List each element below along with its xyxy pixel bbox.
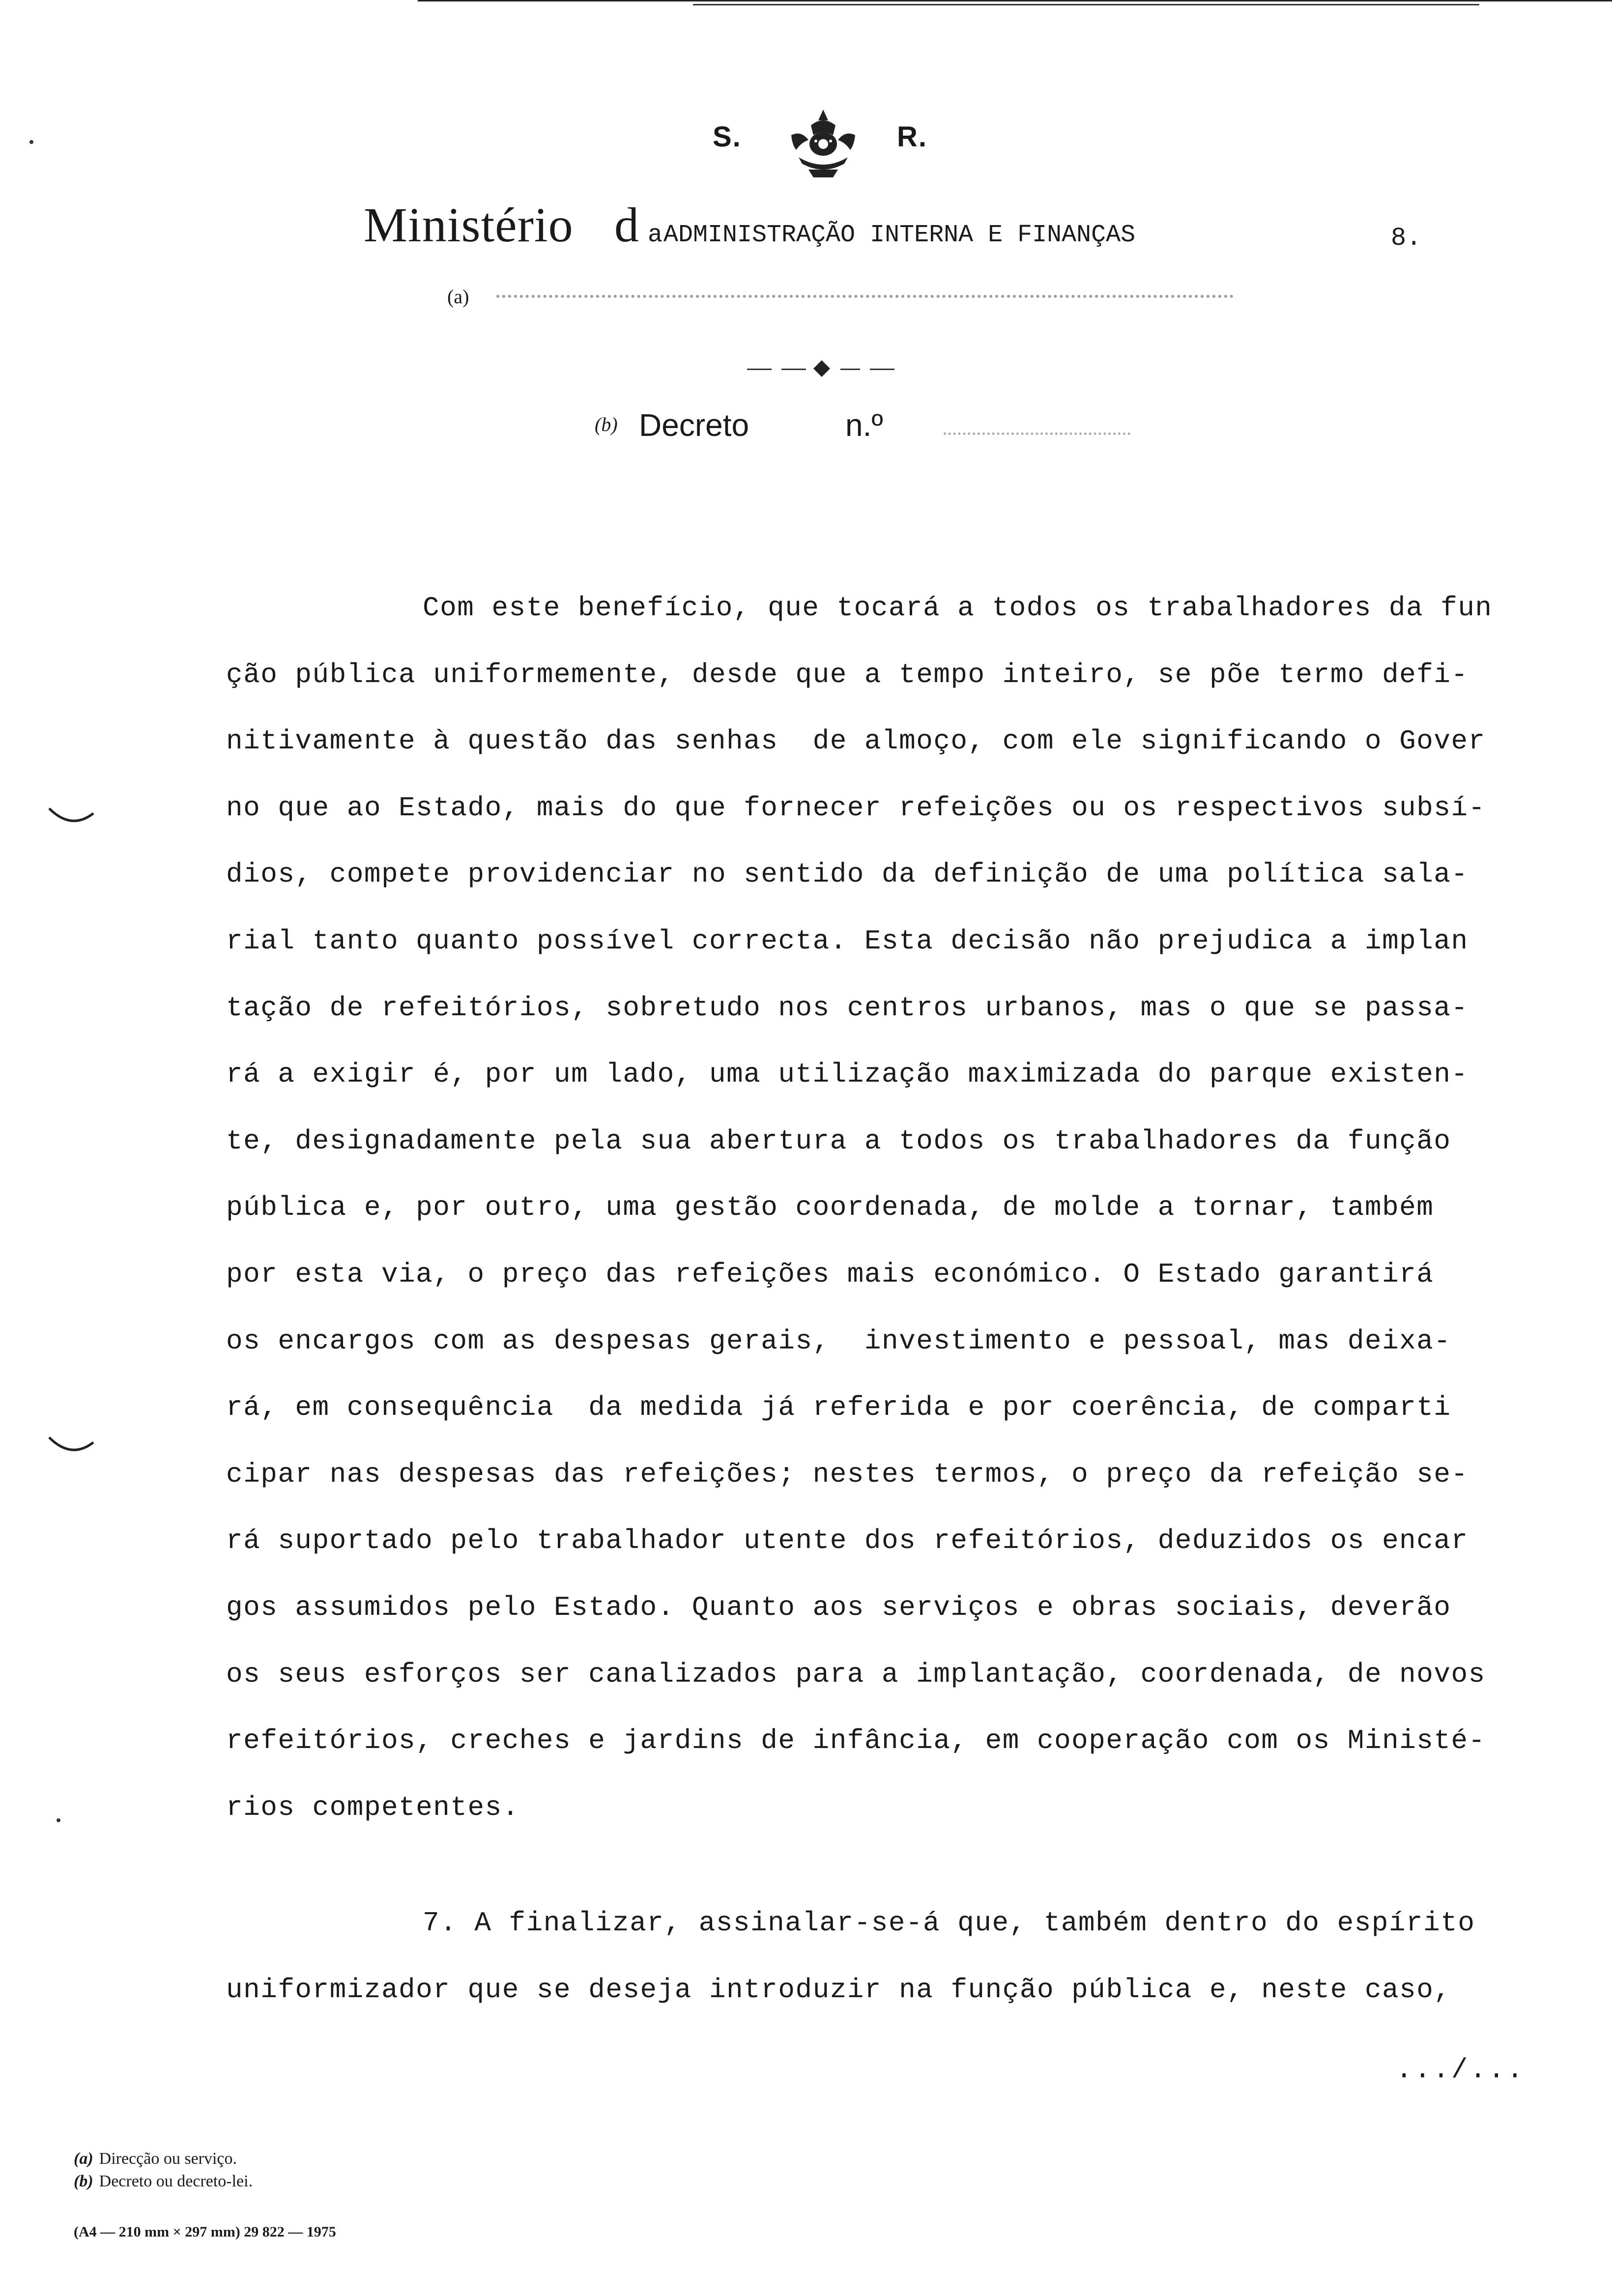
ministry-prefix: Ministério: [364, 198, 574, 252]
direction-line-label: (a): [447, 286, 469, 308]
body-line: pública e, por outro, uma gestão coordenada, de molde a tornar, também: [226, 1192, 1434, 1224]
letterhead-emblem-row: [698, 106, 973, 179]
footnote-a-text: Direcção ou serviço.: [99, 2150, 237, 2168]
body-line: rial tanto quanto possível correcta. Esta decisão não prejudica a implan: [226, 925, 1468, 957]
speck: [57, 1818, 60, 1822]
ministry-name: ADMINISTRAÇÃO INTERNA E FINANÇAS: [663, 221, 1136, 249]
letter-r: R.: [897, 121, 927, 153]
footnotes: [74, 2148, 516, 2193]
paper-format-note: (A4 — 210 mm × 297 mm) 29 822 — 1975: [74, 2224, 336, 2240]
body-text: [226, 575, 1533, 2023]
ornamental-divider: [747, 359, 899, 378]
body-line: refeitórios, creches e jardins de infância, em cooperação com os Ministé-: [226, 1725, 1486, 1757]
letter-s: S.: [713, 121, 742, 153]
decree-number-dots: [944, 432, 1130, 435]
paragraph-gap: [226, 1841, 1533, 1890]
footnote-a-key: (a): [74, 2150, 93, 2168]
footnote-b-key: (b): [74, 2172, 93, 2190]
direction-line-dots: [496, 295, 1234, 298]
punch-hole-mark: [47, 806, 96, 826]
decree-word: Decreto: [639, 407, 749, 443]
body-line: os encargos com as despesas gerais, investimento e pessoal, mas deixa-: [226, 1325, 1451, 1357]
top-rule-secondary: [693, 4, 1479, 5]
speck: [29, 140, 33, 144]
top-edge-lines: [418, 0, 1612, 4]
page-number: 8.: [1391, 224, 1422, 253]
decree-label-b: (b): [595, 413, 618, 435]
body-line: cipar nas despesas das refeições; nestes termos, o preço da refeição se-: [226, 1458, 1468, 1490]
body-line: rá, em consequência da medida já referida e por coerência, de comparti: [226, 1392, 1451, 1424]
diamond-icon: [813, 360, 830, 377]
ministry-d: d: [614, 198, 639, 252]
direction-line: [447, 285, 1234, 324]
body-line: por esta via, o preço das refeições mais económico. O Estado garantirá: [226, 1258, 1434, 1290]
decree-number-label: n.º: [845, 407, 883, 443]
body-line: ção pública uniformemente, desde que a tempo inteiro, se põe termo defi-: [226, 659, 1468, 690]
footnote-a: [74, 2148, 516, 2170]
body-line: rá suportado pelo trabalhador utente dos refeitórios, deduzidos os encar: [226, 1525, 1468, 1557]
top-rule: [418, 0, 1612, 1]
ministry-heading: [364, 197, 1494, 260]
coat-of-arms-icon: [781, 106, 865, 179]
body-line: rá a exigir é, por um lado, uma utilização maximizada do parque existen-: [226, 1059, 1468, 1091]
body-line: gos assumidos pelo Estado. Quanto aos serviços e obras sociais, deverão: [226, 1591, 1451, 1623]
body-line: os seus esforços ser canalizados para a implantação, coordenada, de novos: [226, 1658, 1486, 1690]
footnote-b-text: Decreto ou decreto-lei.: [99, 2172, 253, 2190]
body-line: 7. A finalizar, assinalar-se-á que, também dentro do espírito: [423, 1907, 1475, 1939]
continuation-mark: .../...: [1396, 2054, 1526, 2086]
body-line: rios competentes.: [226, 1791, 519, 1823]
body-line: tação de refeitórios, sobretudo nos centros urbanos, mas o que se passa-: [226, 992, 1468, 1024]
body-line: te, designadamente pela sua abertura a todos os trabalhadores da função: [226, 1125, 1451, 1157]
footnote-b: [74, 2170, 516, 2193]
body-line: no que ao Estado, mais do que fornecer refeições ou os respectivos subsí-: [226, 792, 1486, 824]
body-line: uniformizador que se deseja introduzir na função pública e, neste caso,: [226, 1974, 1451, 2006]
body-line: dios, compete providenciar no sentido da definição de uma política sala-: [226, 859, 1468, 890]
body-line: Com este benefício, que tocará a todos os trabalhadores da fun: [423, 592, 1493, 624]
ministry-a: a: [648, 221, 663, 249]
decree-heading: [595, 403, 1086, 447]
body-line: nitivamente à questão das senhas de almoço, com ele significando o Gover: [226, 725, 1486, 757]
punch-hole-mark: [47, 1435, 96, 1455]
